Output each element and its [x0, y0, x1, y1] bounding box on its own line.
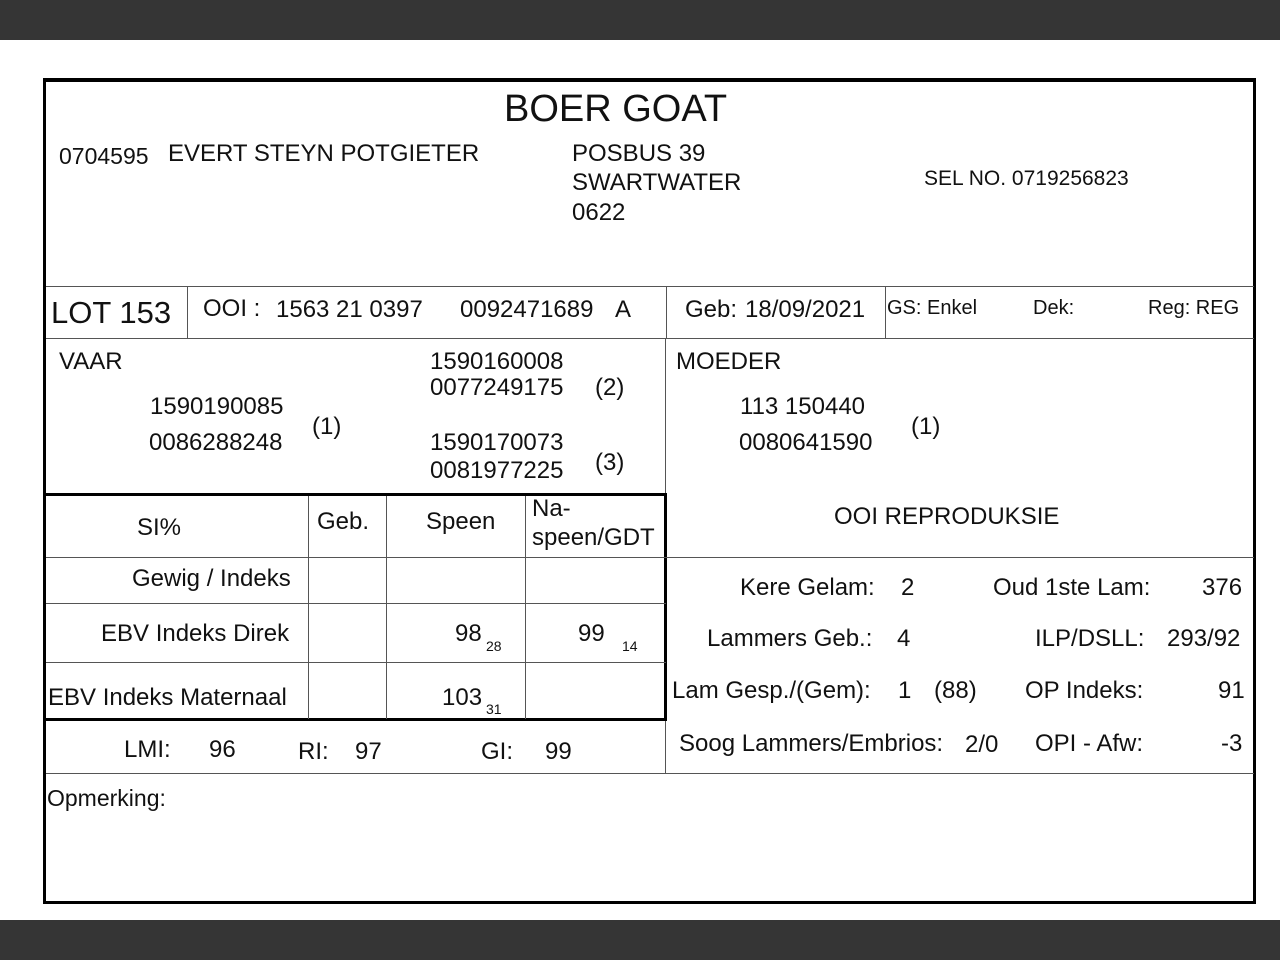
vaar-reg: 0086288248	[149, 429, 283, 456]
gi-value: 99	[545, 738, 572, 765]
indices-bottom-line	[46, 773, 1254, 774]
si-row-label: EBV Indeks Maternaal	[48, 684, 287, 711]
reg-label: Reg: REG	[1148, 297, 1240, 319]
sel-number: SEL NO. 0719256823	[924, 167, 1129, 190]
si-header-naspeen-1: Na-	[532, 495, 571, 522]
top-bar	[0, 0, 1280, 40]
oud-value: 376	[1202, 574, 1243, 601]
address-line-2: SWARTWATER	[572, 169, 742, 196]
opi-value: -3	[1221, 730, 1243, 757]
soog-value: 2/0	[965, 731, 999, 758]
vaar-dam-mark: (3)	[595, 449, 625, 476]
moeder-mark: (1)	[911, 413, 941, 440]
lot-divider-3	[885, 286, 886, 338]
lmi-value: 96	[209, 736, 236, 763]
ebv-direk-naspeen: 99	[578, 620, 605, 647]
soog-label: Soog Lammers/Embrios:	[679, 730, 944, 757]
lot-divider-2	[666, 286, 667, 338]
si-col-line-1	[308, 496, 309, 719]
si-header-geb: Geb.	[317, 508, 370, 535]
vaar-sire-id: 1590160008	[430, 348, 564, 375]
lot-divider-1	[187, 286, 188, 338]
ri-label: RI:	[298, 738, 329, 765]
si-header-speen: Speen	[426, 508, 496, 535]
lmi-label: LMI:	[124, 736, 171, 763]
ebv-maternaal-speen-sub: 31	[486, 701, 502, 717]
si-row-label: Gewig / Indeks	[132, 565, 291, 592]
lot-row-bottom-line	[46, 338, 1254, 339]
si-row-line-3	[46, 662, 666, 663]
ooi-label: OOI :	[203, 295, 261, 322]
geb-date: 18/09/2021	[745, 296, 866, 323]
si-table-bottom-border	[45, 718, 667, 721]
vaar-id: 1590190085	[150, 393, 284, 420]
lot-number: LOT 153	[51, 295, 172, 330]
remarks-label: Opmerking:	[47, 785, 166, 811]
geb-label: Geb:	[685, 296, 738, 323]
oud-label: Oud 1ste Lam:	[993, 574, 1151, 601]
gs-label: GS: Enkel	[887, 297, 978, 319]
op-value: 91	[1218, 677, 1245, 704]
op-label: OP Indeks:	[1025, 677, 1144, 704]
kere-value: 2	[901, 574, 915, 601]
dek-label: Dek:	[1033, 297, 1075, 319]
vaar-label: VAAR	[59, 348, 123, 375]
ilp-value: 293/92	[1167, 625, 1241, 652]
page-title: BOER GOAT	[504, 88, 728, 130]
ebv-direk-naspeen-sub: 14	[622, 638, 638, 654]
ebv-direk-speen: 98	[455, 620, 482, 647]
ri-value: 97	[355, 738, 382, 765]
vaar-dam-id: 1590170073	[430, 429, 564, 456]
si-col-line-2	[386, 496, 387, 719]
bottom-bar	[0, 920, 1280, 960]
vaar-dam-reg: 0081977225	[430, 457, 564, 484]
address-line-1: POSBUS 39	[572, 140, 706, 167]
si-col-line-3	[525, 496, 526, 719]
gesp-value: 1	[898, 677, 912, 704]
kere-label: Kere Gelam:	[740, 574, 875, 601]
si-header-naspeen-2: speen/GDT	[532, 524, 655, 551]
ooi-id: 1563 21 0397	[276, 296, 423, 323]
lot-card	[43, 78, 1256, 904]
lammers-label: Lammers Geb.:	[707, 625, 873, 652]
ilp-label: ILP/DSLL:	[1035, 625, 1145, 652]
si-table-right-border	[664, 493, 667, 721]
gesp-label: Lam Gesp./(Gem):	[672, 677, 871, 704]
breeder-name: EVERT STEYN POTGIETER	[168, 140, 480, 167]
vaar-sire-reg: 0077249175	[430, 374, 564, 401]
ebv-maternaal-speen: 103	[442, 684, 483, 711]
moeder-label: MOEDER	[676, 348, 782, 375]
ooi-reg: 0092471689	[460, 296, 594, 323]
gesp-gem: (88)	[934, 677, 977, 704]
repro-title-line	[666, 557, 1254, 558]
si-row-line-1	[46, 557, 666, 558]
lammers-value: 4	[897, 625, 911, 652]
vaar-sire-mark: (2)	[595, 374, 625, 401]
vaar-mark: (1)	[312, 413, 342, 440]
gi-label: GI:	[481, 738, 514, 765]
si-row-label: EBV Indeks Direk	[101, 620, 290, 647]
address-line-3: 0622	[572, 199, 626, 226]
repro-title: OOI REPRODUKSIE	[834, 503, 1060, 530]
si-table-top-border	[45, 493, 667, 496]
moeder-id: 113 150440	[740, 393, 866, 420]
moeder-reg: 0080641590	[739, 429, 873, 456]
opi-label: OPI - Afw:	[1035, 730, 1144, 757]
lot-row-top-line	[46, 286, 1254, 287]
breeder-number: 0704595	[59, 143, 149, 169]
si-header-si: SI%	[137, 514, 182, 541]
ooi-grade: A	[615, 296, 632, 323]
si-row-line-2	[46, 603, 666, 604]
ebv-direk-speen-sub: 28	[486, 638, 502, 654]
